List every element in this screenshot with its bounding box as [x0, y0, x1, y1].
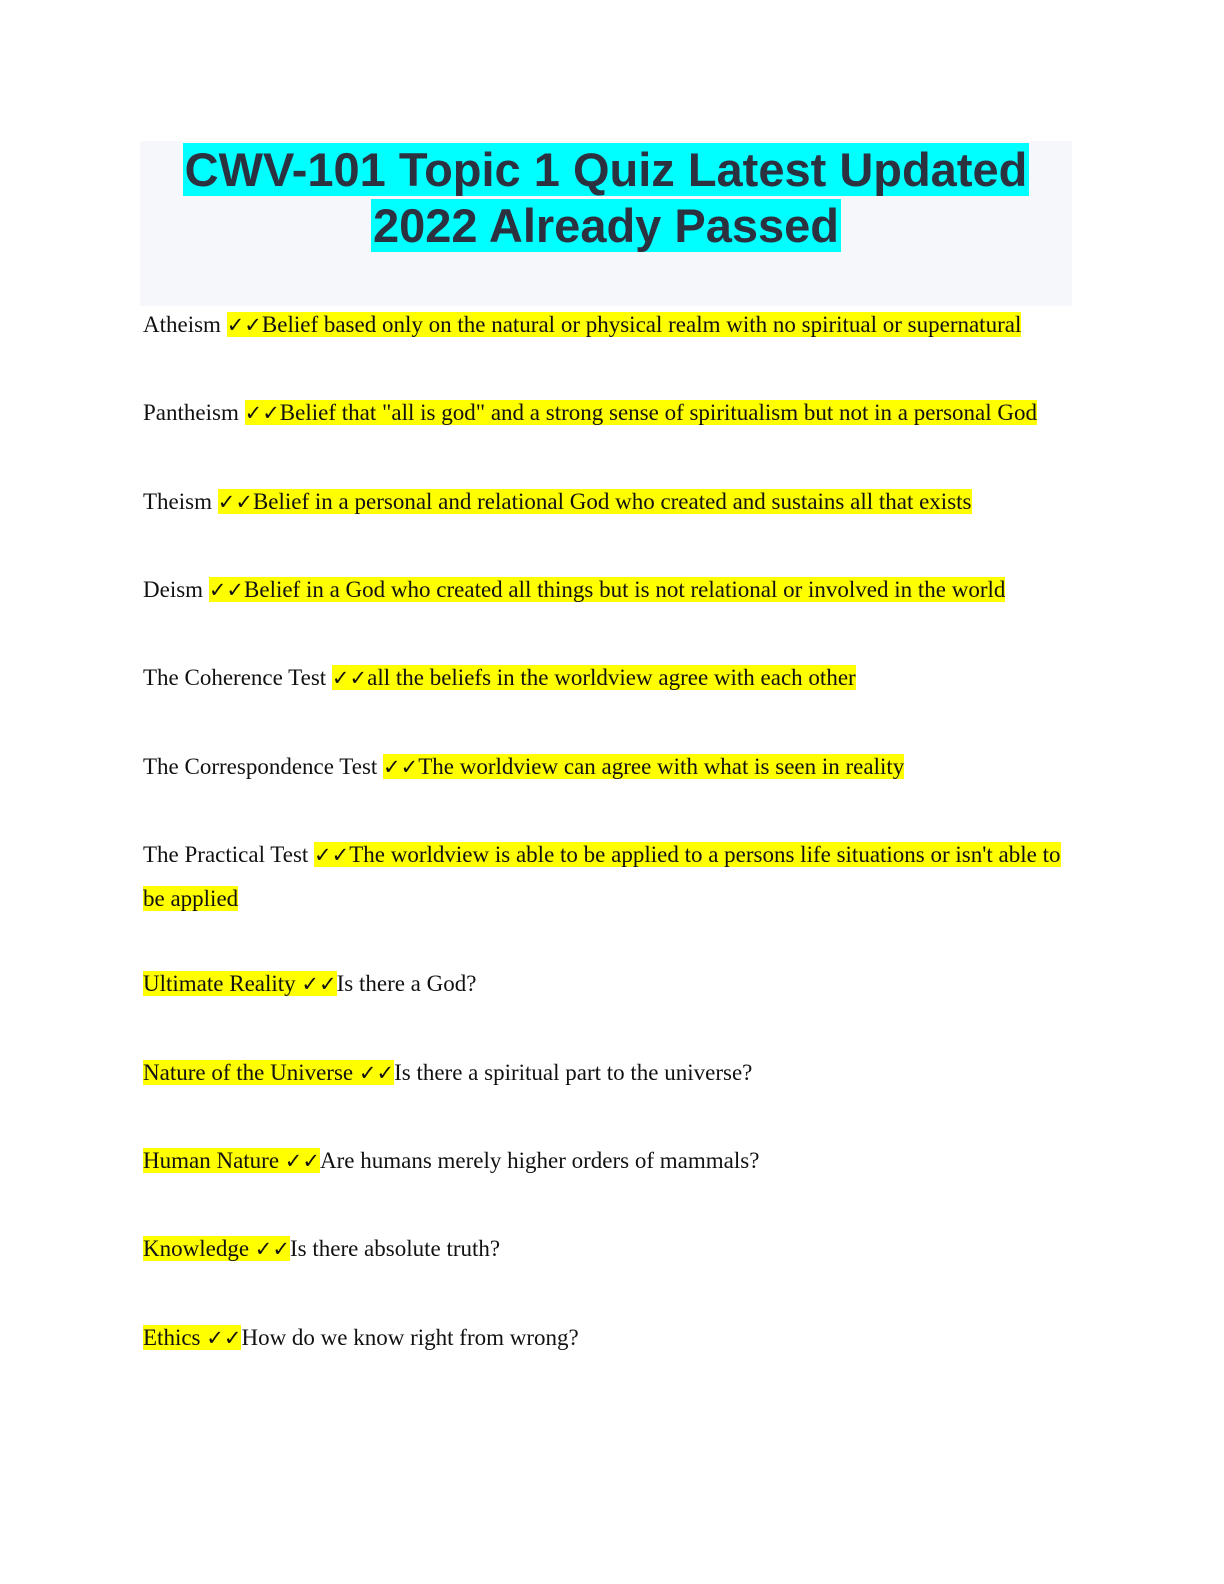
- definition: The worldview can agree with what is seen in reality: [418, 754, 905, 779]
- entry-ethics: [143, 1316, 1083, 1360]
- title-line-1: CWV-101 Topic 1 Quiz Latest Updated: [184, 143, 1028, 196]
- entry-nature-of-universe: [143, 1051, 1083, 1095]
- answer-highlight: [227, 312, 1022, 337]
- term-highlight: [143, 1236, 290, 1261]
- term-highlight: [143, 1148, 320, 1173]
- term: Atheism: [143, 312, 221, 337]
- question: Is there absolute truth?: [289, 1236, 501, 1261]
- answer-highlight: [332, 665, 856, 690]
- double-check-icon: ✓✓: [284, 1149, 320, 1173]
- term: Ultimate Reality: [143, 971, 296, 996]
- term: The Correspondence Test: [143, 754, 378, 779]
- entry-deism: [143, 568, 1083, 612]
- double-check-icon: ✓✓: [226, 313, 262, 337]
- term-highlight: [143, 1060, 394, 1085]
- double-check-icon: ✓✓: [208, 578, 245, 602]
- document-title: [140, 141, 1072, 306]
- double-check-icon: ✓✓: [244, 401, 280, 425]
- double-check-icon: ✓✓: [383, 755, 419, 779]
- entry-pantheism: [143, 391, 1083, 435]
- term: The Practical Test: [143, 842, 309, 867]
- question: Are humans merely higher orders of mammals?: [320, 1148, 760, 1173]
- definition: Belief that "all is god" and a strong sense of spiritualism but not in a personal God: [279, 400, 1037, 425]
- double-check-icon: ✓✓: [358, 1061, 395, 1085]
- definition: all the beliefs in the worldview agree with each other: [367, 665, 856, 690]
- double-check-icon: ✓✓: [254, 1237, 290, 1261]
- term: Ethics: [143, 1325, 201, 1350]
- title-line-2: 2022 Already Passed: [373, 199, 839, 252]
- definition: The worldview is able to be applied to a persons life situations or isn't able to be applied: [143, 842, 1061, 911]
- double-check-icon: ✓✓: [301, 972, 337, 996]
- term: The Coherence Test: [143, 665, 327, 690]
- entry-practical-test: [143, 833, 1078, 920]
- entry-correspondence-test: [143, 745, 1083, 789]
- answer-highlight: [218, 489, 972, 514]
- answer-highlight: [209, 577, 1006, 602]
- double-check-icon: ✓✓: [331, 666, 368, 690]
- definition: Belief in a God who created all things but is not relational or involved in the world: [244, 577, 1006, 602]
- question: Is there a spiritual part to the universe?: [394, 1060, 753, 1085]
- double-check-icon: ✓✓: [217, 490, 253, 514]
- term-highlight: [143, 1325, 241, 1350]
- answer-highlight: [383, 754, 904, 779]
- definition: Belief in a personal and relational God who created and sustains all that exists: [252, 489, 972, 514]
- double-check-icon: ✓✓: [206, 1326, 242, 1350]
- term-highlight: [143, 971, 337, 996]
- term: Human Nature: [143, 1148, 280, 1173]
- term: Nature of the Universe: [143, 1060, 354, 1085]
- answer-highlight: [245, 400, 1037, 425]
- double-check-icon: ✓✓: [314, 843, 350, 867]
- definition: Belief based only on the natural or physical realm with no spiritual or supernatural: [261, 312, 1022, 337]
- entry-coherence-test: [143, 656, 1083, 700]
- term: Deism: [143, 577, 204, 602]
- entry-atheism: [143, 303, 1083, 347]
- entry-ultimate-reality: [143, 962, 1083, 1006]
- question: How do we know right from wrong?: [241, 1325, 579, 1350]
- term: Pantheism: [143, 400, 239, 425]
- question: Is there a God?: [336, 971, 477, 996]
- entry-human-nature: [143, 1139, 1083, 1183]
- term: Knowledge: [143, 1236, 250, 1261]
- entry-knowledge: [143, 1227, 1083, 1271]
- entry-theism: [143, 480, 1083, 524]
- term: Theism: [143, 489, 212, 514]
